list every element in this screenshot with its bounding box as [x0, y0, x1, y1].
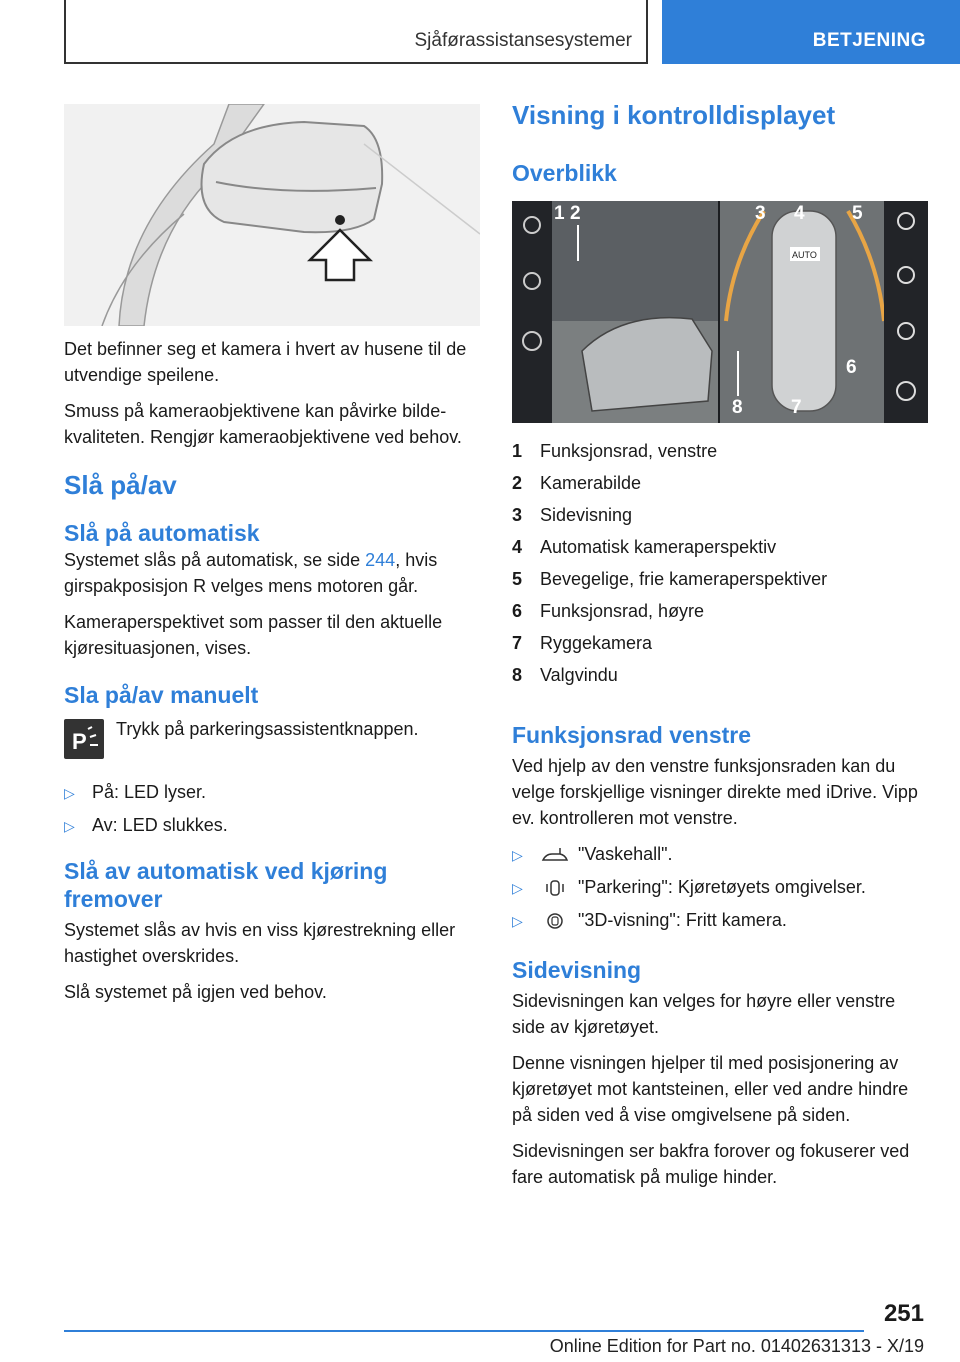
triangle-bullet-icon: ▷	[512, 847, 523, 863]
legend-number: 8	[512, 664, 523, 685]
paragraph: Systemet slås av hvis en viss kjørestrekning eller hastighet overskrides.	[64, 920, 456, 966]
heading-funksjonsrad-venstre: Funksjonsrad venstre	[512, 722, 752, 748]
list-item	[64, 812, 480, 839]
park-assist-button-icon	[64, 719, 104, 759]
callout-5: 5	[852, 203, 863, 224]
heading-manuelt: Sla på/av manuelt	[64, 682, 259, 708]
text: På: LED lyser.	[92, 782, 207, 802]
callout-1: 1	[554, 203, 565, 224]
text: "Vaskehall".	[578, 844, 673, 864]
heading-overblikk: Overblikk	[512, 160, 617, 186]
paragraph: Trykk på parkeringsassistentknappen.	[116, 719, 419, 739]
header-section-title: Sjåførassistansesystemer	[414, 30, 632, 51]
footer-edition: Online Edition for Part no. 01402631313 - X/19	[549, 1336, 924, 1356]
legend-text: Valgvindu	[540, 664, 618, 685]
paragraph: Slå systemet på igjen ved behov.	[64, 982, 327, 1002]
header-box	[64, 0, 648, 64]
svg-text:P: P	[72, 729, 87, 754]
control-display-screenshot	[512, 201, 928, 423]
legend-number: 2	[512, 472, 523, 493]
paragraph	[64, 547, 480, 599]
legend-text: Kamerabilde	[540, 472, 642, 493]
callout-2: 2	[570, 203, 581, 224]
3d-view-icon	[540, 912, 570, 930]
paragraph: Ved hjelp av den venstre funksjonsraden kan du velge forskjellige visninger direkte med iDrive. Vipp ev. kontrolleren mot venstre.	[512, 756, 918, 828]
legend-item	[512, 499, 928, 531]
legend-item	[512, 627, 928, 659]
legend-number: 5	[512, 568, 523, 589]
list-item	[64, 779, 480, 806]
text: Systemet slås på automatisk, se side	[64, 550, 366, 570]
park-assist-row	[64, 717, 480, 767]
legend-list	[512, 435, 928, 691]
legend-item	[512, 563, 928, 595]
callout-7: 7	[791, 397, 802, 418]
page-link-244[interactable]: 244	[365, 550, 396, 570]
right-column	[512, 100, 928, 1200]
heading-slaa-paa-automatisk: Slå på automatisk	[64, 520, 260, 546]
header-tab	[662, 0, 960, 64]
legend-text: Funksjonsrad, høyre	[540, 600, 705, 621]
control-display-illustration	[512, 201, 928, 423]
text: Av: LED slukkes.	[92, 815, 228, 835]
triangle-bullet-icon: ▷	[512, 913, 523, 929]
display-auto-label: AUTO	[792, 250, 817, 260]
heading-slaa-paa-av: Slå på/av	[64, 470, 177, 500]
text: "Parkering": Kjøretøyets omgivelser.	[578, 877, 866, 897]
legend-text: Sidevisning	[540, 504, 633, 525]
text: , hvis girspakposisjon R velges mens motoren går.	[64, 550, 438, 596]
legend-number: 3	[512, 504, 523, 525]
paragraph: Sidevisningen ser bakfra forover og fokuserer ved fare automatisk på mulige hinder.	[512, 1141, 910, 1187]
text: "3D-visning": Fritt kamera.	[578, 910, 787, 930]
legend-text: Funksjonsrad, venstre	[540, 440, 718, 461]
list-item	[512, 907, 928, 934]
legend-item	[512, 435, 928, 467]
legend-text: Ryggekamera	[540, 632, 653, 653]
legend-item	[512, 595, 928, 627]
callout-8: 8	[732, 397, 743, 418]
triangle-bullet-icon: ▷	[512, 880, 523, 896]
legend-item	[512, 531, 928, 563]
legend-number: 7	[512, 632, 523, 653]
paragraph: Det befinner seg et kamera i hvert av husene til de utvendige speilene.	[64, 339, 467, 385]
callout-6: 6	[846, 357, 857, 378]
paragraph: Denne visningen hjelper til med posisjonering av kjøretøyet mot kantsteinen, eller ved andre hindre på siden ved å vise omgivelsene på siden.	[512, 1053, 909, 1125]
left-column	[64, 104, 480, 1015]
callout-3: 3	[755, 203, 766, 224]
heading-fremover: Slå av automatisk ved kjøring fremover	[64, 858, 388, 912]
triangle-bullet-icon: ▷	[64, 785, 75, 801]
paragraph: Kameraperspektivet som passer til den aktuelle kjøresituasjonen, vises.	[64, 612, 443, 658]
legend-text: Bevegelige, frie kameraperspektiver	[540, 568, 828, 589]
parking-icon	[540, 879, 570, 897]
footer-divider	[64, 1330, 864, 1332]
page-number: 251	[883, 1300, 924, 1327]
paragraph: Sidevisningen kan velges for høyre eller venstre side av kjøretøyet.	[512, 991, 896, 1037]
list-item	[512, 841, 928, 868]
legend-text: Automatisk kameraperspektiv	[540, 536, 777, 557]
triangle-bullet-icon: ▷	[64, 818, 75, 834]
legend-number: 4	[512, 536, 523, 557]
header-tab-label: BETJENING	[812, 30, 926, 51]
legend-number: 6	[512, 600, 523, 621]
paragraph: Smuss på kameraobjektivene kan påvirke bildekvaliteten. Rengjør kameraobjektivene ved behov.	[64, 401, 462, 447]
legend-item	[512, 659, 928, 691]
callout-4: 4	[794, 203, 805, 224]
legend-number: 1	[512, 440, 523, 461]
car-wash-icon	[540, 846, 570, 864]
list-item	[512, 874, 928, 901]
mirror-arrow-icon	[64, 104, 480, 326]
heading-visning: Visning i kontrolldisplayet	[512, 100, 836, 130]
legend-item	[512, 467, 928, 499]
heading-sidevisning: Sidevisning	[512, 957, 642, 983]
mirror-camera-illustration	[64, 104, 480, 326]
